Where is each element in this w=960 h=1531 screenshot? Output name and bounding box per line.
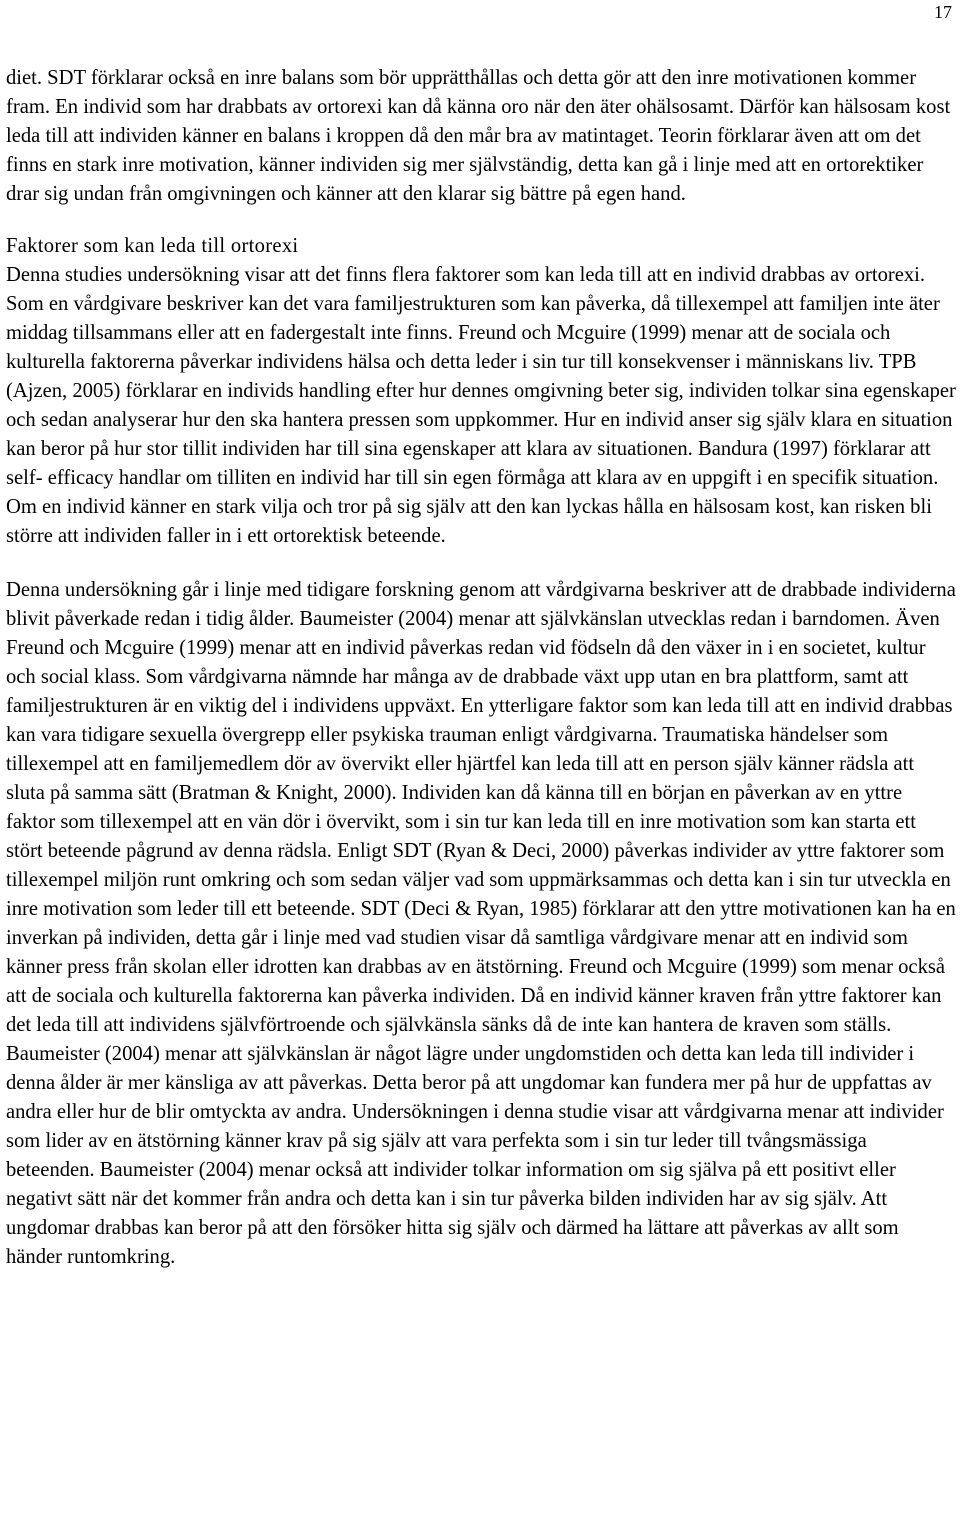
section-heading: Faktorer som kan leda till ortorexi (6, 235, 299, 257)
paragraph-sdt-balance: diet. SDT förklarar också en inre balans som bör upprätthållas och detta gör att den inre motivationen kommer fram. En individ som har drabbats av ortorexi kan då känna oro när den äter ohälsosamt. Därför kan hälsosam kost leda till att individen känner en balans i kroppen då den mår bra av matintaget. Teorin förklarar även att om det finns en stark inre motivation, känner individen sig mer självständig, detta kan gå i linje med att en ortorektiker drar sig undan från omgivningen och känner att den klarar sig bättre på egen hand. (6, 67, 951, 205)
paragraph-factors: Denna studies undersökning visar att det finns flera faktorer som kan leda till att en individ drabbas av ortorexi. Som en vårdgivare beskriver kan det vara familjestrukturen som kan påverka, då tillexempel att familjen inte äter middag tillsammans eller att en fadergestalt inte finns. Freund och Mcguire (1999) menar att de sociala och kulturella faktorerna påverkar individens hälsa och detta leder i sin tur till konsekvenser i människans liv. TPB (Ajzen, 2005) förklarar en individs handling efter hur dennes omgivning beter sig, individen tolkar sina egenskaper och sedan analyserar hur den ska hantera pressen som uppkommer. Hur en individ anser sig själv klara en situation kan beror på hur stor tillit individen har till sina egenskaper att klara av situationen. Bandura (1997) förklarar att self- efficacy handlar om tilliten en individ har till sin egen förmåga att klara av en uppgift i en specifik situation. Om en individ känner en stark vilja och tror på sig själv att den kan lyckas hålla en hälsosam kost, kan risken bli större att individen faller in i ett ortorektisk beteende. (6, 264, 956, 547)
document-body (6, 64, 956, 1272)
paragraph-previous-research: Denna undersökning går i linje med tidigare forskning genom att vårdgivarna beskriver att de drabbade individerna blivit påverkade redan i tidig ålder. Baumeister (2004) menar att självkänslan utvecklas redan i barndomen. Även Freund och Mcguire (1999) menar att en individ påverkas redan vid födseln då den växer in i en societet, kultur och social klass. Som vårdgivarna nämnde har många av de drabbade växt upp utan en bra plattform, samt att familjestrukturen är en viktig del i individens uppväxt. En ytterligare faktor som kan leda till att en individ drabbas kan vara tidigare sexuella övergrepp eller psykiska trauman enligt vårdgivarna. Traumatiska händelser som tillexempel att en familjemedlem dör av övervikt eller hjärtfel kan leda till att en person själv känner rädsla att sluta på samma sätt (Bratman & Knight, 2000). Individen kan då känna till en början en påverkan av en yttre faktor som tillexempel att en vän dör i övervikt, som i sin tur kan leda till en inre motivation som kan starta ett stört beteende pågrund av denna rädsla. Enligt SDT (Ryan & Deci, 2000) påverkas individer av yttre faktorer som tillexempel miljön runt omkring och som sedan väljer vad som uppmärksammas och detta kan i sin tur utveckla en inre motivation som leder till ett beteende. SDT (Deci & Ryan, 1985) förklarar att den yttre motivationen kan ha en inverkan på individen, detta går i linje med vad studien visar då samtliga vårdgivare menar att en individ som känner press från skolan eller idrotten kan drabbas av en ätstörning. Freund och Mcguire (1999) som menar också att de sociala och kulturella faktorerna kan påverka individen. Då en individ känner kraven från yttre faktorer kan det leda till att individens självförtroende och självkänsla sänks då de inte kan hantera de kraven som ställs. Baumeister (2004) menar att självkänslan är något lägre under ungdomstiden och detta kan leda till individer i denna ålder är mer känsliga av att påverkas. Detta beror på att ungdomar kan fundera mer på hur de uppfattas av andra eller hur de blir omtyckta av andra. Undersökningen i denna studie visar att vårdgivarna menar att individer som lider av en ätstörning känner krav på sig själv att vara perfekta som i sin tur leder till tvångsmässiga beteenden. Baumeister (2004) menar också att individer tolkar information om sig själva på ett positivt eller negativt sätt när det kommer från andra och detta kan i sin tur påverka bilden individen har av sig själv. Att ungdomar drabbas kan beror på att den försöker hitta sig själv och därmed ha lättare att påverkas av allt som händer runtomkring. (6, 579, 956, 1268)
page-number: 17 (934, 2, 952, 22)
